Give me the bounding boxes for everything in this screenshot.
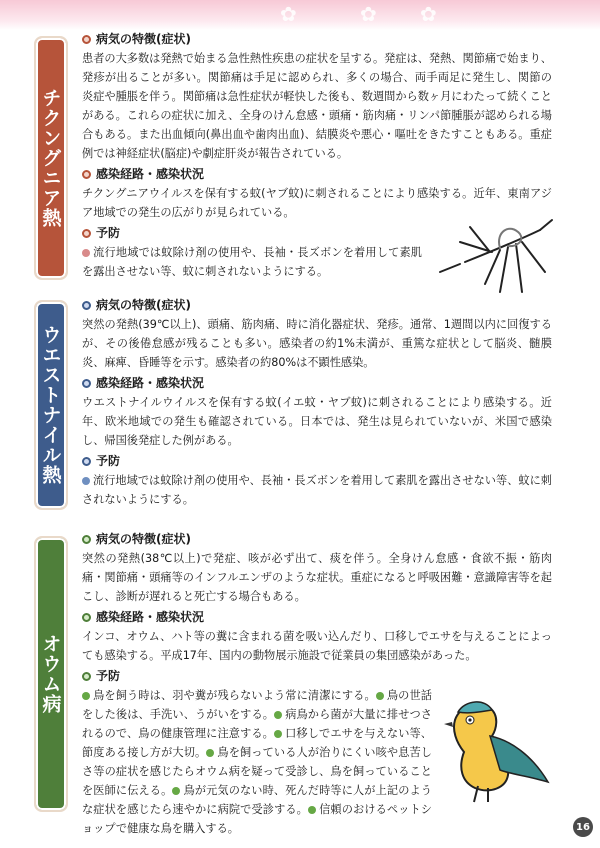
route-heading: 感染経路・感染状況 <box>82 165 552 184</box>
bullet-icon <box>82 672 91 681</box>
bullet-icon <box>82 379 91 388</box>
section-title: ウエストナイル熱 <box>39 325 62 485</box>
symptom-heading: 病気の特徴(症状) <box>82 30 552 49</box>
bullet-icon <box>82 301 91 310</box>
bird-illustration <box>440 690 555 805</box>
prevention-heading: 予防 <box>82 667 552 686</box>
bullet-icon <box>82 229 91 238</box>
prevention-heading: 予防 <box>82 452 552 471</box>
section-content <box>82 296 552 511</box>
section-title: オウム病 <box>39 634 62 714</box>
dot-icon <box>274 730 282 738</box>
symptom-text: 突然の発熱(38℃以上)で発症、咳が必ず出て、痰を伴う。全身けん怠感・食欲不振・筋肉痛・関節痛・頭痛等のインフルエンザのような症状。重症になると呼吸困難・意識障害等を起こし、診断が遅れると死亡する場合もある。 <box>82 552 552 603</box>
symptom-text: 突然の発熱(39℃以上)、頭痛、筋肉痛、時に消化器症状、発疹。通常、1週間以内に回復するが、その後倦怠感が残ることも多い。感染者の約1%未満が、重篤な症状として脳炎、髄膜炎、麻痺、昏睡等を示す。感染者の約80%は不顕性感染。 <box>82 318 552 369</box>
bullet-icon <box>82 170 91 179</box>
prevention-text: 流行地域では蚊除け剤の使用や、長袖・長ズボンを着用して素肌を露出させない等、蚊に刺されないようにする。 <box>82 474 552 506</box>
footprint-decoration: ✿ <box>420 2 437 26</box>
route-text: ウエストナイルウイルスを保有する蚊(イエ蚊・ヤブ蚊)に刺されることにより感染する。近年、欧米地域での発生も確認されている。日本では、発生は見られていないが、米国で感染し、帰国後発症した例がある。 <box>82 396 552 447</box>
prevention-text: 流行地域では蚊除け剤の使用や、長袖・長ズボンを着用して素肌を露出させない等、蚊に刺されないようにする。 <box>82 246 422 278</box>
bullet-icon <box>82 457 91 466</box>
route-text: インコ、オウム、ハト等の糞に含まれる菌を吸い込んだり、口移しでエサを与えることによっても感染する。平成17年、国内の動物展示施設で従業員の集団感染があった。 <box>82 630 552 662</box>
dot-icon <box>82 477 90 485</box>
section-tab-westnile <box>34 300 68 510</box>
bullet-icon <box>82 613 91 622</box>
section-tab-chikungunya <box>34 36 68 280</box>
section-tab-psittacosis <box>34 536 68 812</box>
top-decoration-band <box>0 0 600 30</box>
section-title: チクングニア熱 <box>39 88 62 228</box>
mosquito-illustration <box>430 212 560 302</box>
symptom-text: 患者の大多数は発熱で始まる急性熱性疾患の症状を呈する。発症は、発熱、関節痛で始まり、発疹が出ることが多い。関節痛は手足に認められ、多くの場合、両手両足に発生し、関節の炎症や腫脹を伴う。関節痛は急性症状が軽快した後も、数週間から数ヶ月にわたって続くことがある。これらの症状に加え、全身のけん怠感・頭痛・筋肉痛・リンパ節腫脹が認められる場合もある。また出血傾向(鼻出血や歯肉出血)、結膜炎や悪心・嘔吐をきたすこともある。重症例では神経症状(脳症)や劇症肝炎が報告されている。 <box>82 52 552 160</box>
symptom-heading: 病気の特徴(症状) <box>82 296 552 315</box>
dot-icon <box>206 749 214 757</box>
dot-icon <box>274 711 282 719</box>
route-heading: 感染経路・感染状況 <box>82 608 552 627</box>
prevention-text: 鳥を飼う時は、羽や糞が残らないよう常に清潔にする。 鳥の世話をした後は、手洗い、うがいをする。 病鳥から菌が大量に排せつされるので、鳥の健康管理に注意する。 口移しでエサを与えない等、節度ある接し方が大切。 鳥を飼っている人が治りにくい咳や息苦しさ等の症状を感じたらオウム病を疑って受診し、鳥を飼っていることを医師に伝える。 鳥が元気のない時、死んだ時等に人が上記のような症状を感じたら速やかに病院で受診する。 信頼のおけるペットショップで健康な鳥を購入する。 <box>82 689 432 835</box>
footprint-decoration: ✿ <box>360 2 377 26</box>
dot-icon <box>308 806 316 814</box>
footprint-decoration: ✿ <box>280 2 297 26</box>
dot-icon <box>172 787 180 795</box>
route-text: チクングニアウイルスを保有する蚊(ヤブ蚊)に刺されることにより感染する。近年、東南アジア地域での発生の広がりが見られている。 <box>82 187 552 219</box>
page-number: 16 <box>573 817 593 837</box>
dot-icon <box>82 249 90 257</box>
dot-icon <box>82 692 90 700</box>
dot-icon <box>376 692 384 700</box>
route-heading: 感染経路・感染状況 <box>82 374 552 393</box>
symptom-heading: 病気の特徴(症状) <box>82 530 552 549</box>
prevention-heading: 予防 <box>82 224 552 243</box>
bullet-icon <box>82 535 91 544</box>
bullet-icon <box>82 35 91 44</box>
